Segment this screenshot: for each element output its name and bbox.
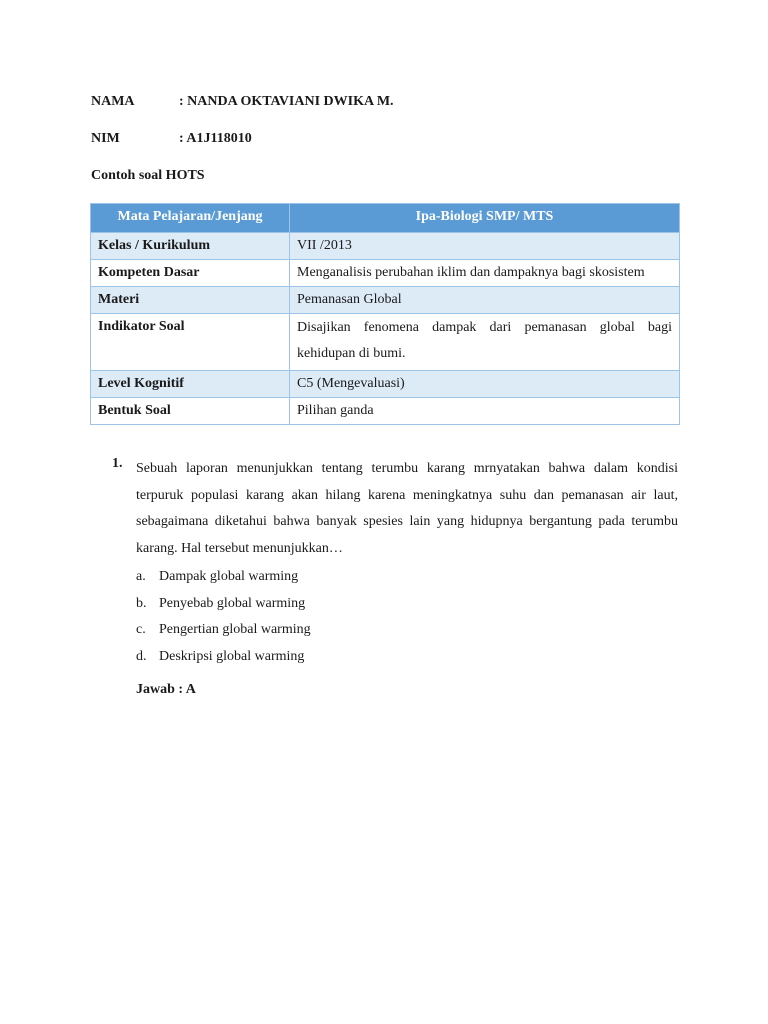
option-letter: a. (136, 569, 146, 584)
table-cell-value: C5 (Mengevaluasi) (290, 371, 680, 398)
question-number: 1. (112, 456, 123, 471)
table-cell-key: Level Kognitif (91, 371, 290, 398)
table-header-row (91, 204, 680, 233)
table-cell-key: Indikator Soal (91, 314, 290, 371)
table-row (91, 287, 680, 314)
table-row (91, 260, 680, 287)
table-cell-value: Pilihan ganda (290, 398, 680, 425)
option-item (136, 564, 678, 591)
name-row (91, 94, 394, 110)
nim-label: NIM (91, 131, 120, 146)
table-row (91, 233, 680, 260)
option-text: Pengertian global warming (159, 622, 311, 638)
name-label: NAMA (91, 94, 135, 109)
question-text: Sebuah laporan menunjukkan tentang terumbu karang mrnyatakan bahwa dalam kondisi terpuruk populasi karang akan hilang karena meningkatnya suhu dan pemanasan air laut, sebagaimana diketahui bahwa banyak spesies lain yang hidupnya bergantung pada terumbu karang. Hal tersebut menunjukkan… (136, 461, 678, 556)
option-letter: b. (136, 595, 147, 611)
table-row (91, 314, 680, 371)
option-item (136, 591, 678, 618)
table-row (91, 398, 680, 425)
answer-key: Jawab : A (136, 681, 196, 697)
answer-options (136, 564, 678, 671)
name-value: : NANDA OKTAVIANI DWIKA M. (179, 94, 394, 109)
table-header-value: Ipa-Biologi SMP/ MTS (290, 204, 680, 233)
option-item (136, 644, 678, 671)
table-cell-value: Disajikan fenomena dampak dari pemanasan global bagi kehidupan di bumi. (290, 314, 680, 371)
option-text: Dampak global warming (159, 569, 299, 584)
table-row (91, 371, 680, 398)
table-cell-value: Pemanasan Global (290, 287, 680, 314)
table-cell-key: Kelas / Kurikulum (91, 233, 290, 260)
option-letter: d. (136, 649, 147, 665)
nim-row (91, 131, 252, 147)
question-block (112, 456, 678, 698)
table-header-key: Mata Pelajaran/Jenjang (91, 204, 290, 233)
table-cell-value: VII /2013 (290, 233, 680, 260)
table-cell-value: Menganalisis perubahan iklim dan dampaknya bagi skosistem (290, 260, 680, 287)
table-cell-key: Bentuk Soal (91, 398, 290, 425)
question-meta-table (90, 203, 680, 425)
option-text: Penyebab global warming (159, 595, 306, 611)
option-letter: c. (136, 622, 146, 638)
option-text: Deskripsi global warming (159, 649, 305, 665)
table-cell-key: Materi (91, 287, 290, 314)
section-title: Contoh soal HOTS (91, 168, 205, 183)
option-item (136, 617, 678, 644)
table-cell-key: Kompeten Dasar (91, 260, 290, 287)
nim-value: : A1J118010 (179, 131, 252, 146)
